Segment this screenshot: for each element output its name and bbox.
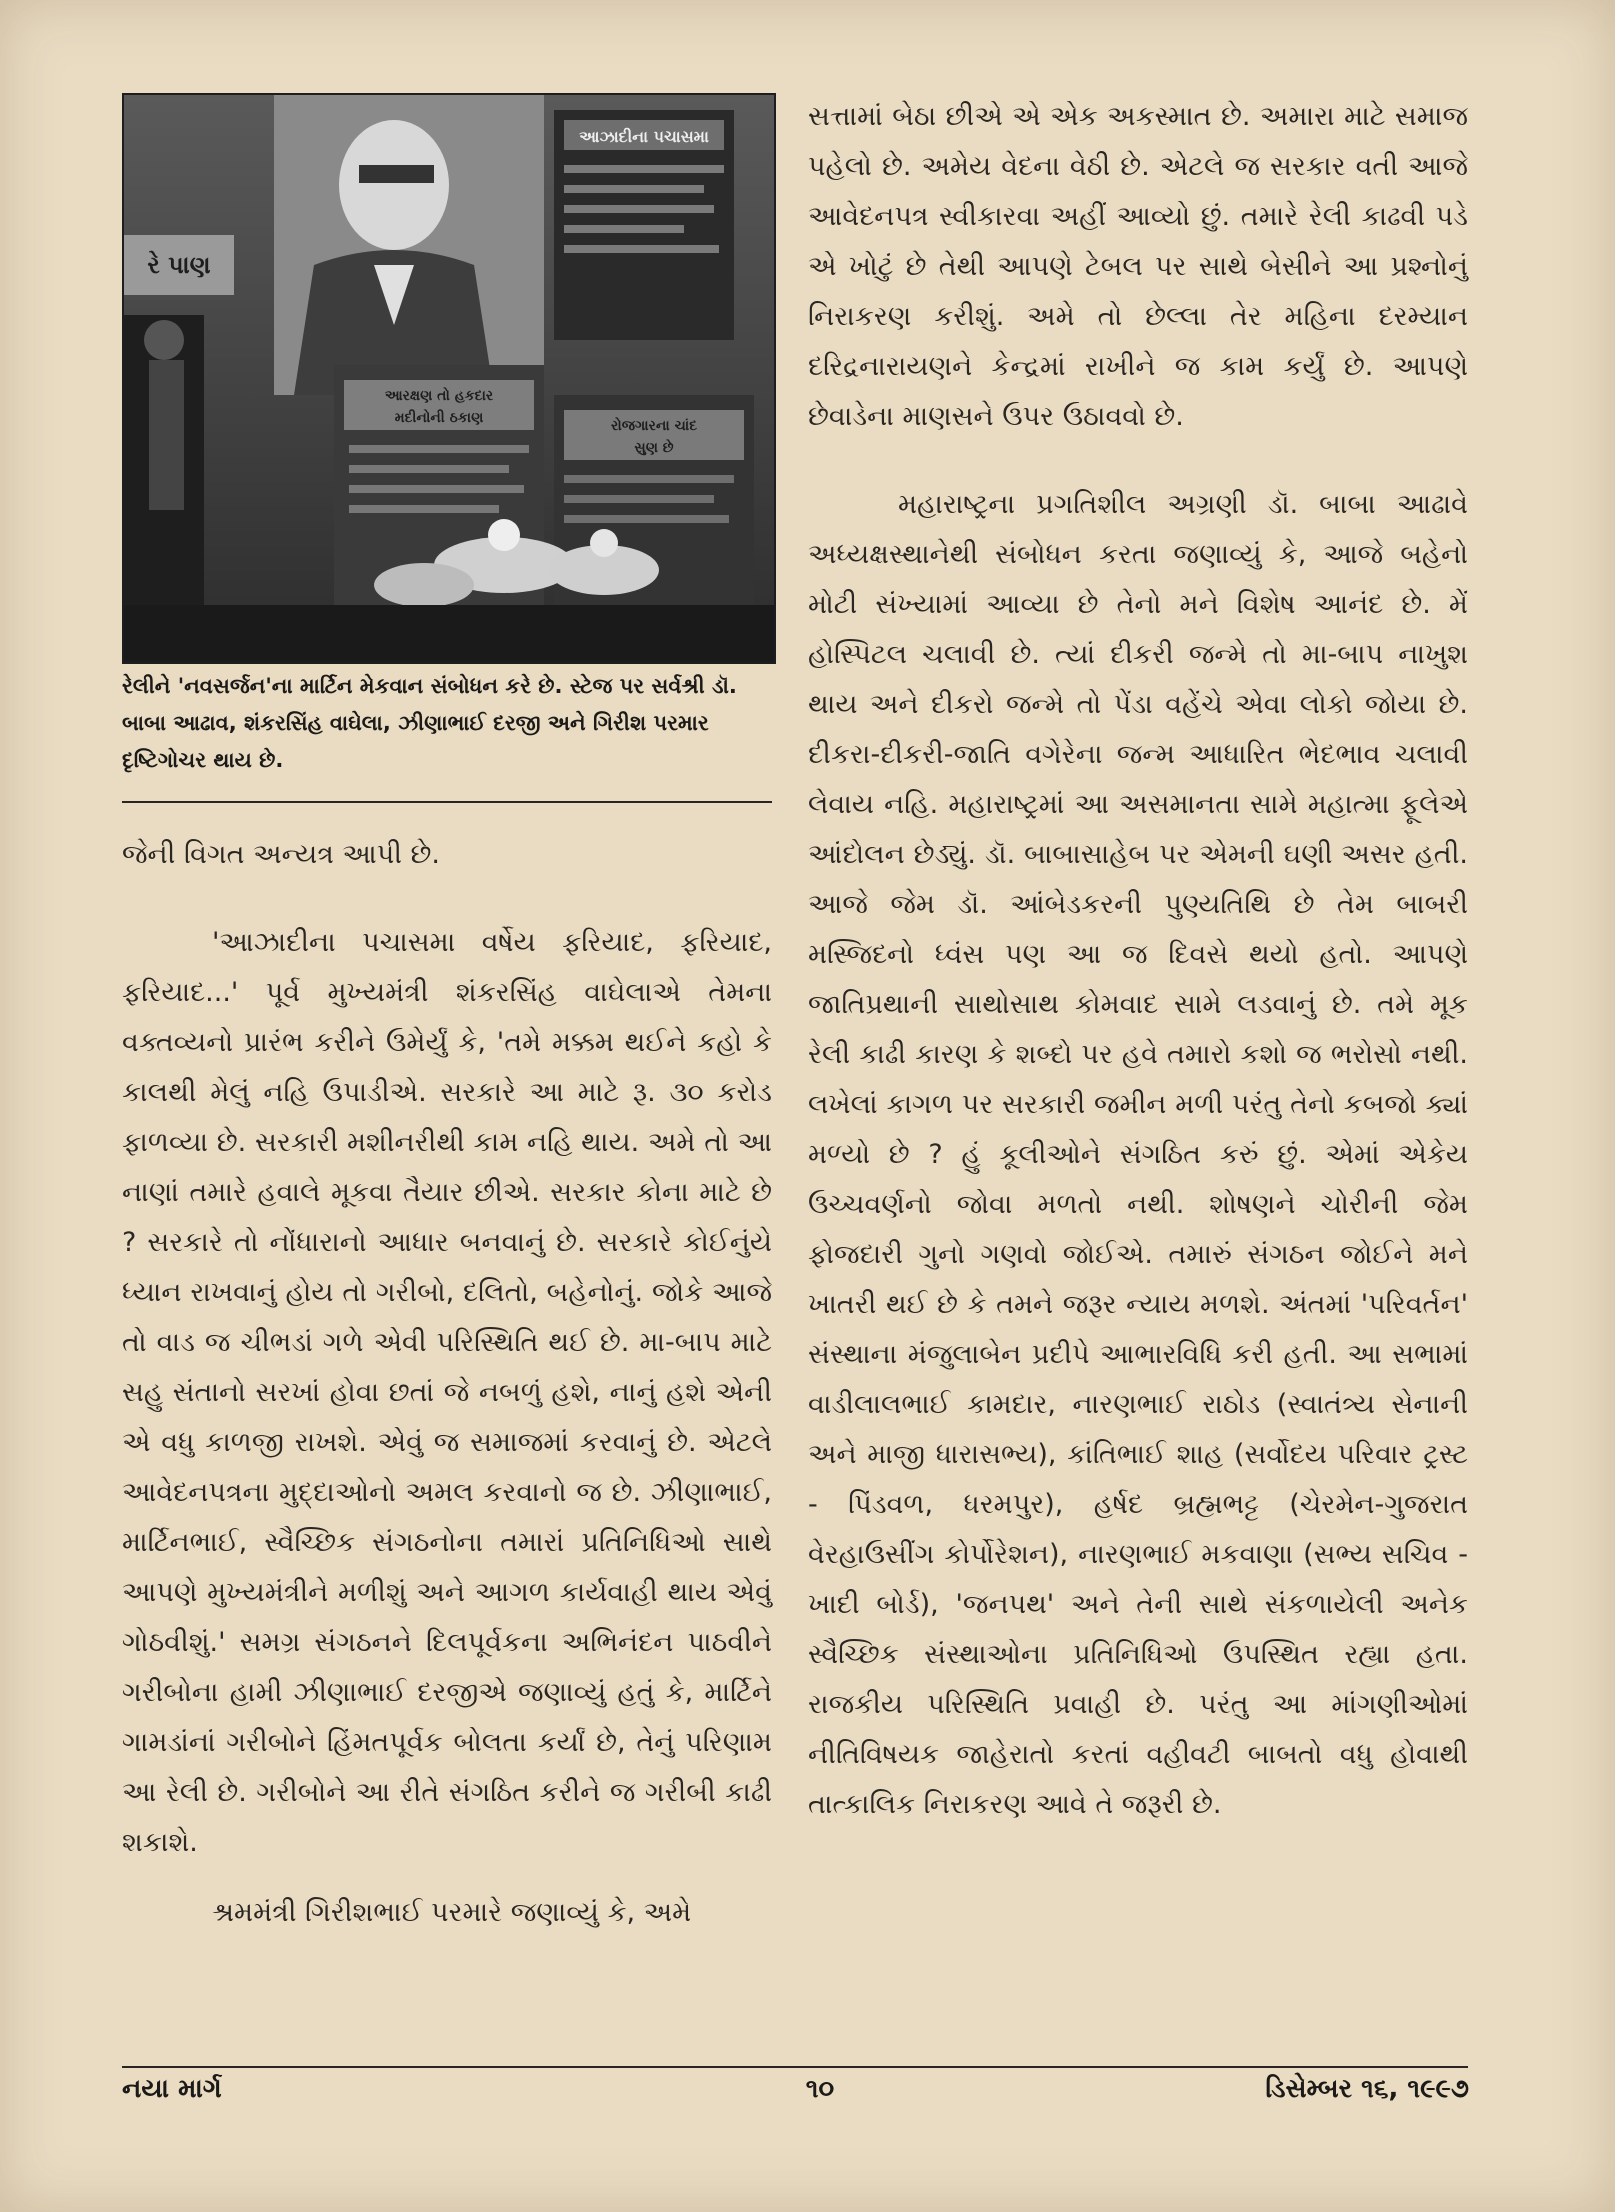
sign-top-right-text: આઝાદીના પચાસમા (579, 127, 709, 146)
photo-caption: રેલીને 'નવસર્જન'ના માર્ટિન મેકવાન સંબોધન કરે છે. સ્ટેજ પર સર્વશ્રી ડૉ. બાબા આઢાવ, શંકરસિંહ વાઘેલા, ઝીણાભાઈ દરજી અને ગિરીશ પરમાર દૃષ્ટિગોચર થાય છે. (122, 674, 737, 772)
rally-stage-photo (124, 95, 774, 662)
right-column (808, 92, 1468, 1830)
right-paragraph-1: સત્તામાં બેઠા છીએ એ એક અકસ્માત છે. અમારા માટે સમાજ પહેલો છે. અમેય વેદના વેઠી છે. એટલે જ સરકાર વતી આજે આવેદનપત્ર સ્વીકારવા અહીં આવ્યો છું. તમારે રેલી કાઢવી પડે એ ખોટું છે તેથી આપણે ટેબલ પર સાથે બેસીને આ પ્રશ્નોનું નિરાકરણ કરીશું. અમે તો છેલ્લા તેર મહિના દરમ્યાન દરિદ્રનારાયણને કેન્દ્રમાં રાખીને જ કામ કર્યું છે. આપણે છેવાડેના માણસને ઉપર ઉઠાવવો છે. (808, 101, 1468, 432)
left-paragraph-3: શ્રમમંત્રી ગિરીશભાઈ પરમારે જણાવ્યું કે, અમે (212, 1897, 692, 1928)
sign-middle-line-1: આરક્ષણ તો હકદાર (384, 388, 494, 404)
sign-right-line-1: રોજગારના ચાંદ (610, 418, 698, 434)
issue-date: ડિસેમ્બર ૧૬, ૧૯૯૭ (1265, 2074, 1469, 2104)
sign-right-line-2: સુણ છે (634, 440, 674, 456)
caption-divider (122, 801, 772, 803)
right-paragraph-2: મહારાષ્ટ્રના પ્રગતિશીલ અગ્રણી ડૉ. બાબા આઢાવે અધ્યક્ષસ્થાનેથી સંબોધન કરતા જણાવ્યું કે, આજે બહેનો મોટી સંખ્યામાં આવ્યા છે તેનો મને વિશેષ આનંદ છે. મેં હોસ્પિટલ ચલાવી છે. ત્યાં દીકરી જન્મે તો મા-બાપ નાખુશ થાય અને દીકરો જન્મે તો પેંડા વહેંચે એવા લોકો જોયા છે. દીકરા-દીકરી-જાતિ વગેરેના જન્મ આધારિત ભેદભાવ ચલાવી લેવાય નહિ. મહારાષ્ટ્રમાં આ અસમાનતા સામે મહાત્મા ફૂલેએ આંદોલન છેડ્યું. ડૉ. બાબાસાહેબ પર એમની ઘણી અસર હતી. આજે જેમ ડૉ. આંબેડકરની પુણ્યતિથિ છે તેમ બાબરી મસ્જિદનો ધ્વંસ પણ આ જ દિવસે થયો હતો. આપણે જાતિપ્રથાની સાથોસાથ કોમવાદ સામે લડવાનું છે. તમે મૂક રેલી કાઢી કારણ કે શબ્દો પર હવે તમારો કશો જ ભરોસો નથી. લખેલાં કાગળ પર સરકારી જમીન મળી પરંતુ તેનો કબજો ક્યાં મળ્યો છે ? હું કૂલીઓને સંગઠિત કરું છું. એમાં એકેય ઉચ્ચવર્ણનો જોવા મળતો નથી. શોષણને ચોરીની જેમ ફોજદારી ગુનો ગણવો જોઈએ. તમારું સંગઠન જોઈને મને ખાતરી થઈ છે કે તમને જરૂર ન્યાય મળશે. અંતમાં 'પરિવર્તન' સંસ્થાના મંજુલાબેન પ્રદીપે આભારવિધિ કરી હતી. આ સભામાં વાડીલાલભાઈ કામદાર, નારણભાઈ રાઠોડ (સ્વાતંત્ર્ય સેનાની અને માજી ધારાસભ્ય), કાંતિભાઈ શાહ (સર્વોદય પરિવાર ટ્રસ્ટ - પિંડવળ, ધરમપુર), હર્ષદ બ્રહ્મભટ્ટ (ચેરમેન-ગુજરાત વેરહાઉસીંગ કોર્પોરેશન), નારણભાઈ મકવાણા (સભ્ય સચિવ - ખાદી બોર્ડ), 'જનપથ' અને તેની સાથે સંકળાયેલી અનેક સ્વૈચ્છિક સંસ્થાઓના પ્રતિનિધિઓ ઉપસ્થિત રહ્યા હતા. રાજકીય પરિસ્થિતિ પ્રવાહી છે. પરંતુ આ માંગણીઓમાં નીતિવિષયક જાહેરાતો કરતાં વહીવટી બાબતો વધુ હોવાથી તાત્કાલિક નિરાકરણ આવે તે જરૂરી છે. (808, 489, 1468, 1820)
left-column (122, 830, 772, 1938)
sign-left-text: રે પાણ (147, 251, 211, 279)
left-paragraph-2: 'આઝાદીના પચાસમા વર્ષેય ફરિયાદ, ફરિયાદ, ફરિયાદ...' પૂર્વ મુખ્યમંત્રી શંકરસિંહ વાઘેલાએ તેમના વક્તવ્યનો પ્રારંભ કરીને ઉમેર્યું કે, 'તમે મક્કમ થઈને કહો કે કાલથી મેલું નહિ ઉપાડીએ. સરકારે આ માટે રૂ. ૩૦ કરોડ ફાળવ્યા છે. સરકારી મશીનરીથી કામ નહિ થાય. અમે તો આ નાણાં તમારે હવાલે મૂકવા તૈયાર છીએ. સરકાર કોના માટે છે ? સરકારે તો નોંધારાનો આધાર બનવાનું છે. સરકારે કોઈનુંયે ધ્યાન રાખવાનું હોય તો ગરીબો, દલિતો, બહેનોનું. જોકે આજે તો વાડ જ ચીભડાં ગળે એવી પરિસ્થિતિ થઈ છે. મા-બાપ માટે સહુ સંતાનો સરખાં હોવા છતાં જે નબળું હશે, નાનું હશે એની એ વધુ કાળજી રાખશે. એવું જ સમાજમાં કરવાનું છે. એટલે આવેદનપત્રના મુદ્દાઓનો અમલ કરવાનો જ છે. ઝીણાભાઈ, માર્ટિનભાઈ, સ્વૈચ્છિક સંગઠનોના તમારાં પ્રતિનિધિઓ સાથે આપણે મુખ્યમંત્રીને મળીશું અને આગળ કાર્યવાહી થાય એવું ગોઠવીશું.' સમગ્ર સંગઠનને દિલપૂર્વકના અભિનંદન પાઠવીને ગરીબોના હામી ઝીણાભાઈ દરજીએ જણાવ્યું હતું કે, માર્ટિને ગામડાંનાં ગરીબોને હિંમતપૂર્વક બોલતા કર્યાં છે, તેનું પરિણામ આ રેલી છે. ગરીબોને આ રીતે સંગઠિત કરીને જ ગરીબી કાઢી શકાશે. (122, 927, 772, 1858)
publication-name: નયા માર્ગ (122, 2074, 222, 2104)
left-paragraph-1: જેની વિગત અન્યત્ર આપી છે. (122, 839, 441, 870)
sign-middle-line-2: મદીનોની ઠકાણ (394, 410, 484, 426)
news-photo (122, 93, 776, 664)
page-number: ૧૦ (805, 2074, 835, 2104)
footer-divider (122, 2066, 1468, 2068)
